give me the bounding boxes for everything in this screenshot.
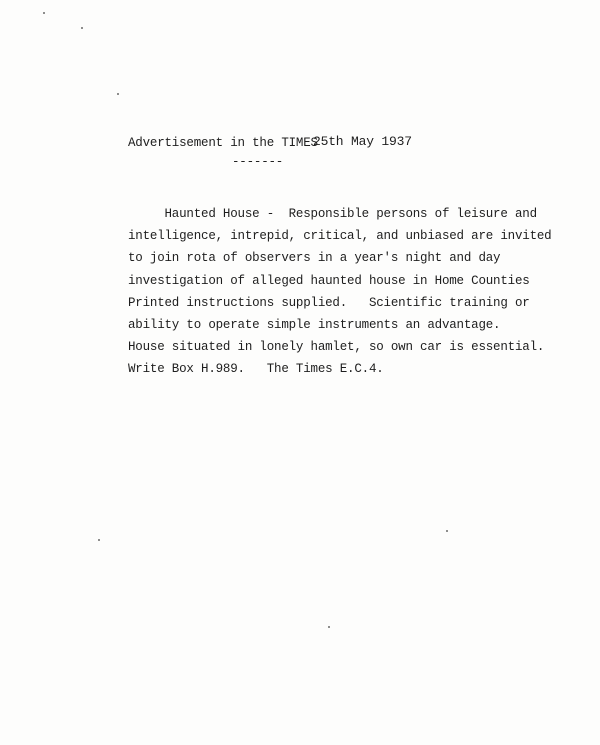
advertisement-line: Haunted House - Responsible persons of leisure and <box>128 207 537 221</box>
advertisement-line: ability to operate simple instruments an advantage. <box>128 317 501 332</box>
advertisement-line: investigation of alleged haunted house in Home Counties <box>128 273 530 288</box>
advertisement-line: House situated in lonely hamlet, so own car is essential. <box>128 340 545 355</box>
advertisement-text <box>128 203 551 381</box>
paper-speck <box>117 93 119 95</box>
document-date: 25th May 1937 <box>313 134 412 149</box>
paper-speck <box>98 539 100 541</box>
document-heading: Advertisement in the TIMES <box>128 136 318 150</box>
advertisement-line: intelligence, intrepid, critical, and unbiased are invited <box>128 229 552 244</box>
advertisement-line: Write Box H.989. The Times E.C.4. <box>128 362 384 377</box>
paper-speck <box>81 27 83 29</box>
paper-speck <box>43 12 45 14</box>
paper-speck <box>446 530 448 532</box>
paper-speck <box>328 626 330 628</box>
heading-rule: ------- <box>232 155 284 169</box>
advertisement-line: to join rota of observers in a year's night and day <box>128 251 501 266</box>
advertisement-line: Printed instructions supplied. Scientific training or <box>128 295 530 310</box>
